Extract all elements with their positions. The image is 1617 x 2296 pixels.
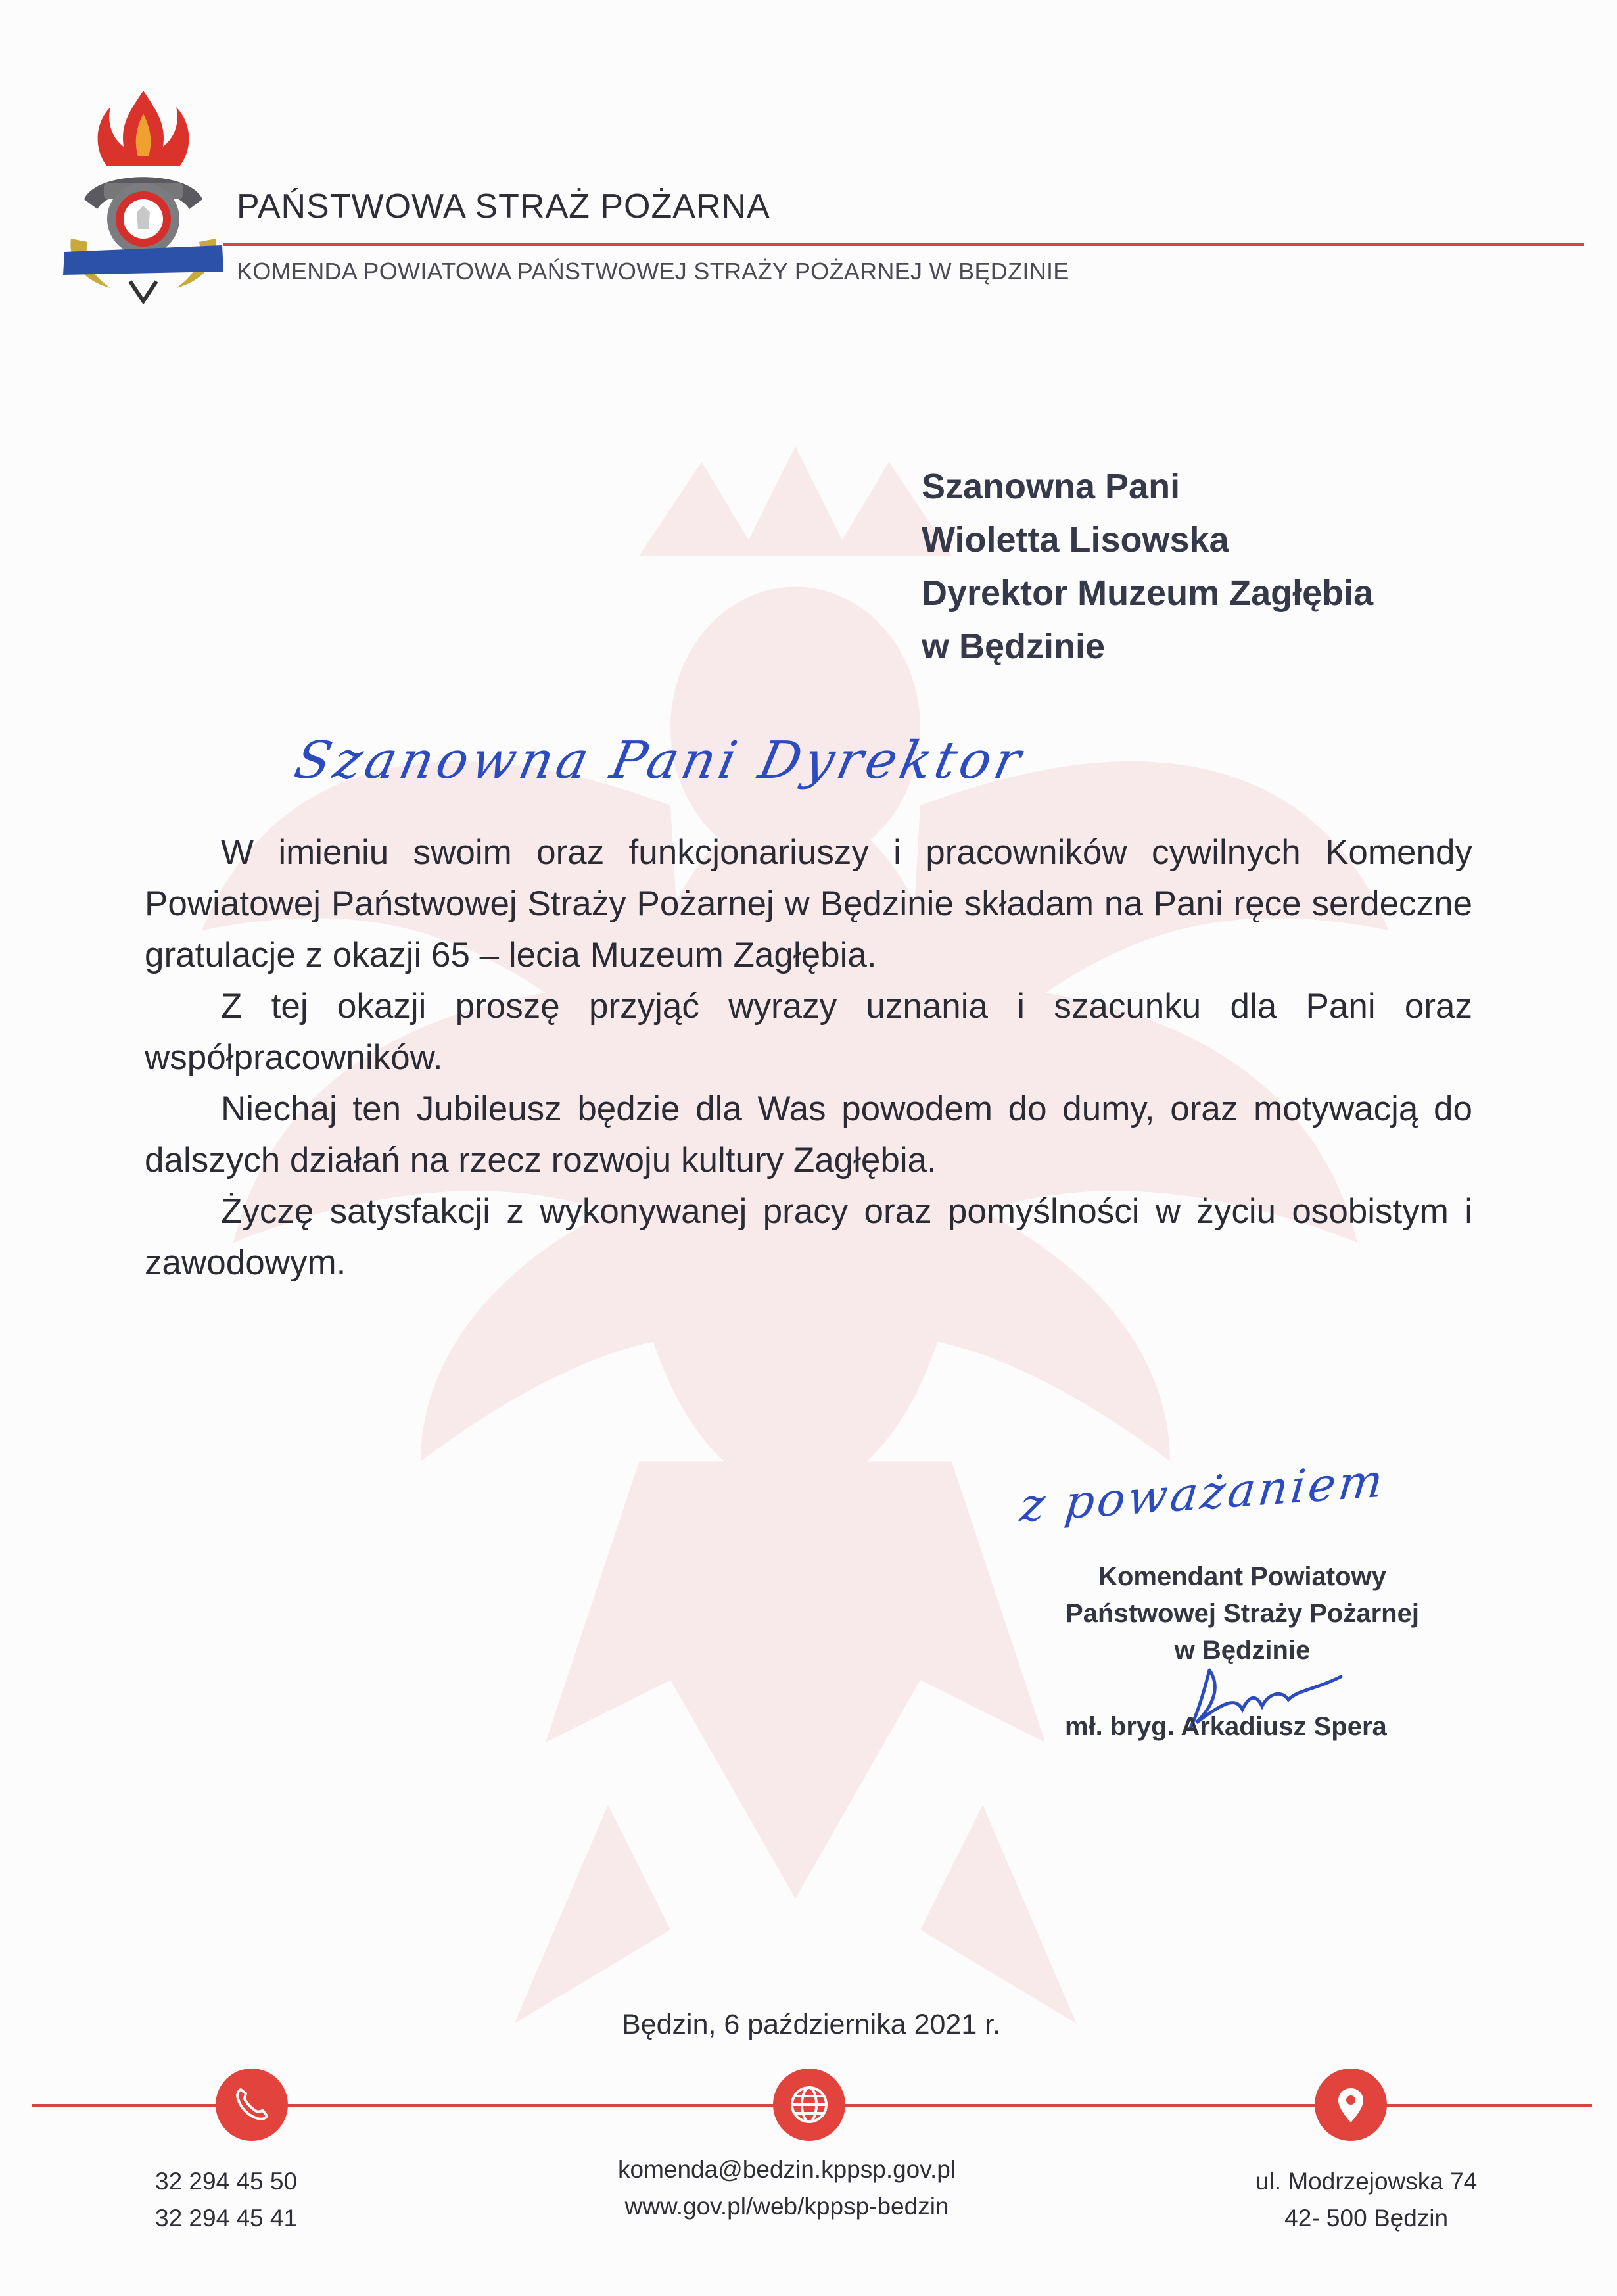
body-paragraph-1: W imieniu swoim oraz funkcjonariuszy i pracowników cywilnych Komendy Powiatowej Państwowej Straży Pożarnej w Będzinie składam na Pani ręce serdeczne gratulacje z okazji 65 – lecia Muzeum Zagłębia. [145, 833, 1472, 974]
signature-title-3: w Będzinie [1174, 1636, 1311, 1665]
place-and-date: Będzin, 6 października 2021 r. [622, 2009, 1001, 2040]
location-pin-icon [1315, 2069, 1387, 2141]
footer-contact [618, 2151, 956, 2225]
address-street: ul. Modrzejowska 74 [1255, 2168, 1478, 2195]
addressee-block [922, 460, 1373, 673]
handwritten-closing: z poważaniem [1017, 1453, 1388, 1533]
signature-title-block [1025, 1558, 1459, 1669]
organization-name: PAŃSTWOWA STRAŻ POŻARNA [237, 187, 770, 226]
body-paragraph-3: Niechaj ten Jubileusz będzie dla Was powodem do dumy, oraz motywacją do dalszych działań na rzecz rozwoju kultury Zagłębia. [145, 1089, 1472, 1180]
letter-body [145, 827, 1472, 1289]
addressee-line-1: Szanowna Pani [922, 467, 1181, 506]
website-link[interactable]: www.gov.pl/web/kppsp-bedzin [624, 2193, 949, 2220]
body-paragraph-2: Z tej okazji proszę przyjąć wyrazy uznania i szacunku dla Pani oraz współpracowników. [145, 987, 1472, 1077]
globe-icon [773, 2069, 845, 2141]
body-paragraph-4: Życzę satysfakcji z wykonywanej pracy oraz pomyślności w życiu osobistym i zawodowym. [145, 1192, 1472, 1282]
footer-address [1255, 2163, 1477, 2237]
phone-icon [216, 2069, 288, 2141]
signature-title-2: Państwowej Straży Pożarnej [1066, 1599, 1419, 1628]
phone-number-2: 32 294 45 41 [155, 2205, 298, 2232]
addressee-line-2: Wioletta Lisowska [922, 520, 1229, 560]
footer-phones [155, 2163, 297, 2237]
signer-name: mł. bryg. Arkadiusz Spera [1065, 1712, 1387, 1741]
header-divider [223, 243, 1584, 246]
organization-subtitle: KOMENDA POWIATOWA PAŃSTWOWEJ STRAŻY POŻARNEJ W BĘDZINIE [237, 258, 1069, 285]
signature-title-1: Komendant Powiatowy [1098, 1562, 1386, 1591]
email-link[interactable]: komenda@bedzin.kppsp.gov.pl [618, 2156, 956, 2183]
addressee-line-3: Dyrektor Muzeum Zagłębia [922, 573, 1374, 613]
addressee-line-4: w Będzinie [922, 627, 1106, 666]
phone-number-1: 32 294 45 50 [155, 2168, 298, 2195]
handwritten-salutation: Szanowna Pani Dyrektor [289, 731, 1030, 790]
psp-logo [58, 84, 229, 314]
address-city: 42- 500 Będzin [1284, 2205, 1449, 2232]
